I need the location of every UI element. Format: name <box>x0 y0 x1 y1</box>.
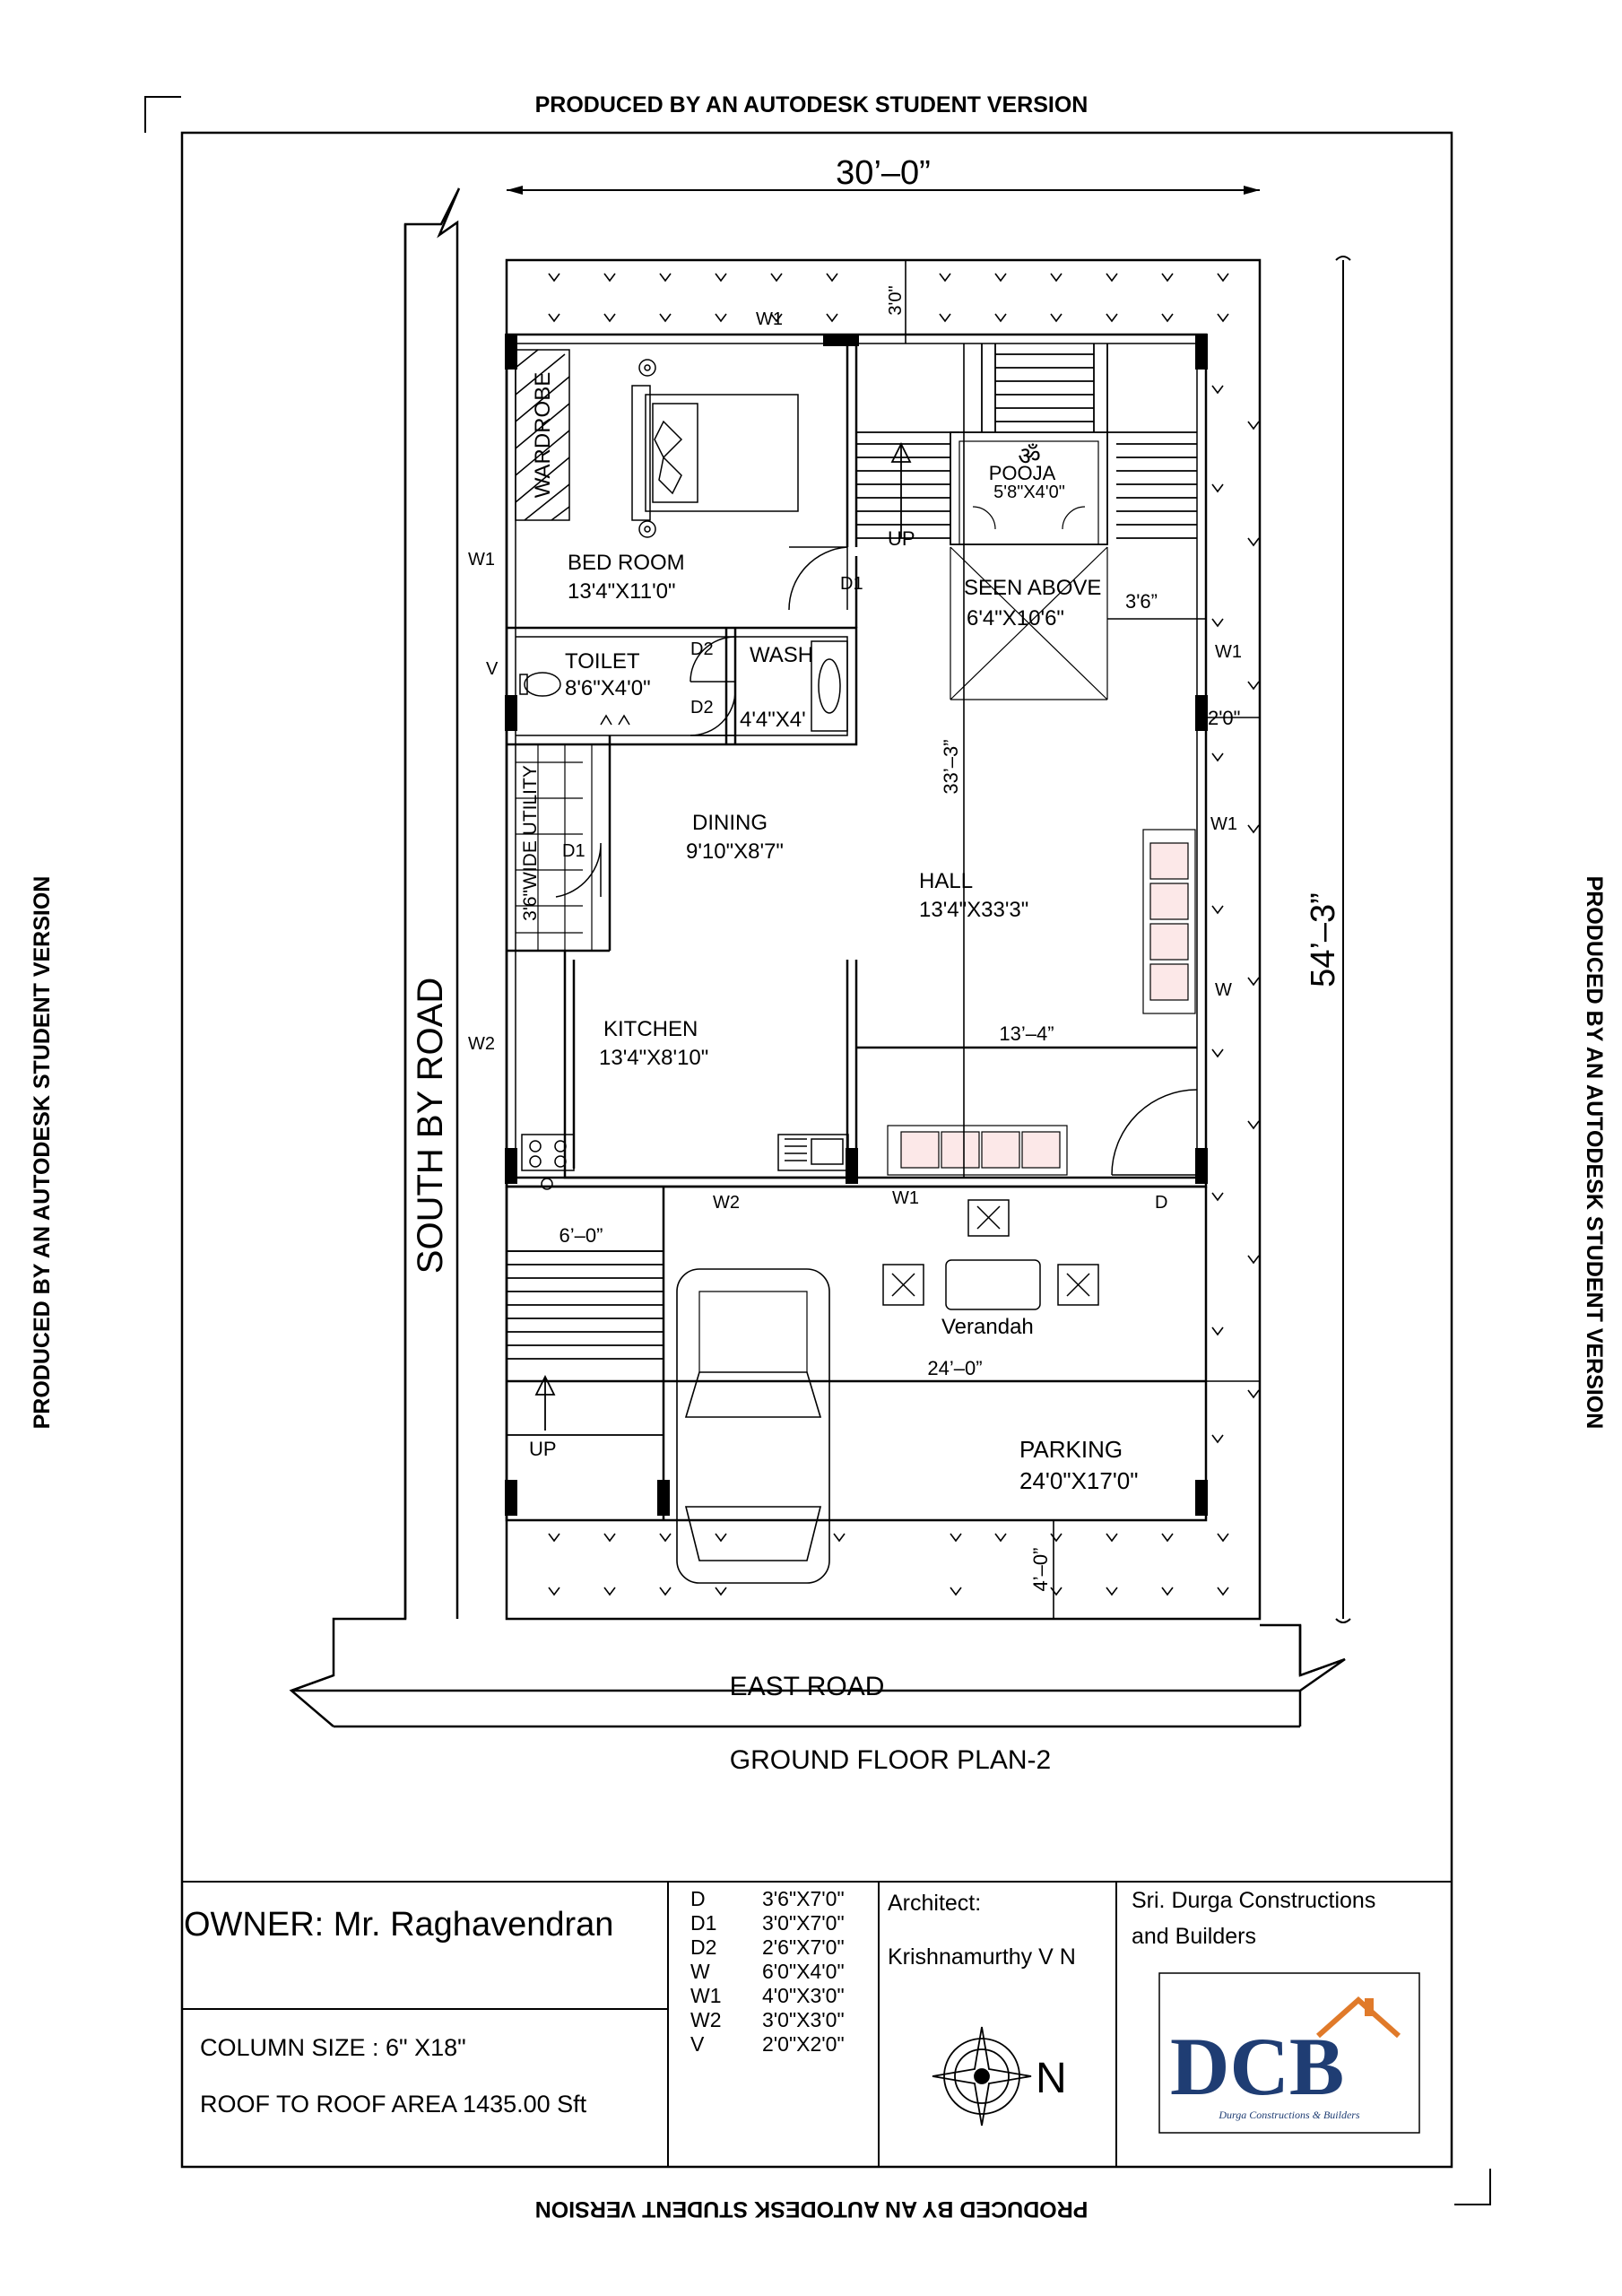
seen-above-name: SEEN ABOVE <box>964 576 1102 600</box>
schedule-size: 3'0"X3'0" <box>762 2008 845 2031</box>
verandah-name: Verandah <box>941 1315 1034 1339</box>
label-w2-left: W2 <box>468 1034 495 1054</box>
company-line2: and Builders <box>1132 1924 1256 1949</box>
wash-name: WASH <box>750 643 814 667</box>
label-d1-util: D1 <box>562 841 585 861</box>
toilet-size: 8'6"X4'0" <box>565 676 651 700</box>
svg-text:30’–0”: 30’–0” <box>836 154 931 192</box>
svg-text:54’–3”: 54’–3” <box>1305 892 1342 987</box>
hall-size: 13'4"X33'3" <box>919 898 1029 922</box>
utility-label: 3'6"WIDE UTILITY <box>520 765 541 921</box>
dim-top-setback: 3'0" <box>886 285 906 316</box>
label-w2-bottom: W2 <box>713 1193 740 1213</box>
bedroom-size: 13'4"X11'0" <box>568 579 676 604</box>
label-d2-b: D2 <box>690 698 714 718</box>
door-window-schedule <box>690 1887 845 2056</box>
bedroom-name: BED ROOM <box>568 551 685 575</box>
watermark-right: PRODUCED BY AN AUTODESK STUDENT VERSION <box>1582 875 1607 1430</box>
north-arrow-icon <box>932 2027 1031 2126</box>
dim-hall-width: 13’–4” <box>999 1022 1054 1045</box>
parking-name: PARKING <box>1019 1436 1123 1463</box>
column-size: COLUMN SIZE : 6" X18" <box>200 2034 466 2061</box>
dim-bottom-setback: 4’–0” <box>1029 1547 1052 1592</box>
dining-size: 9'10"X8'7" <box>686 839 784 864</box>
label-d2-a: D2 <box>690 639 714 659</box>
roof-area: ROOF TO ROOF AREA 1435.00 Sft <box>200 2091 587 2118</box>
label-w1-left: W1 <box>468 550 495 570</box>
main-staircase <box>856 344 1197 700</box>
watermark-bottom: PRODUCED BY AN AUTODESK STUDENT VERSION <box>534 2196 1089 2222</box>
schedule-code: D1 <box>690 1911 717 1935</box>
pooja-name: POOJA <box>988 462 1056 484</box>
schedule-size: 4'0"X3'0" <box>762 1984 845 2007</box>
schedule-size: 2'6"X7'0" <box>762 1935 845 1959</box>
label-w1-right-b: W1 <box>1210 814 1237 834</box>
doors <box>556 547 1197 1175</box>
svg-text:DCB: DCB <box>1170 2021 1345 2112</box>
east-road-label: EAST ROAD <box>729 1672 885 1701</box>
pooja-size: 5'8"X4'0" <box>993 483 1065 502</box>
wardrobe-label: WARDROBE <box>531 371 555 499</box>
label-w-right: W <box>1215 980 1232 1000</box>
overall-depth-dimension <box>1305 257 1350 1622</box>
schedule-code: W2 <box>690 2008 722 2031</box>
dim-verandah-width: 24’–0” <box>927 1357 983 1379</box>
company-logo <box>1170 1998 1399 2121</box>
schedule-size: 6'0"X4'0" <box>762 1960 845 1983</box>
schedule-code: V <box>690 2032 705 2056</box>
label-w1-bottom: W1 <box>892 1188 919 1208</box>
house-walls <box>507 335 1206 1520</box>
car <box>677 1269 829 1583</box>
seen-above-size: 6'4"X10'6" <box>967 606 1064 631</box>
label-w1-right-a: W1 <box>1215 642 1242 662</box>
label-up-bottom: UP <box>529 1438 557 1460</box>
label-d1-bed: D1 <box>840 574 863 594</box>
label-v: V <box>486 659 499 679</box>
hall-name: HALL <box>919 869 974 893</box>
dining-name: DINING <box>692 811 768 835</box>
bed <box>632 360 798 537</box>
dim-right-gap: 2'0" <box>1208 707 1241 729</box>
south-road-label: SOUTH BY ROAD <box>411 977 450 1274</box>
toilet-name: TOILET <box>565 649 640 674</box>
verandah-furniture <box>883 1200 1098 1309</box>
owner-name: OWNER: Mr. Raghavendran <box>184 1906 614 1944</box>
svg-text:Durga Constructions & Builders: Durga Constructions & Builders <box>1219 2109 1360 2121</box>
schedule-size: 3'0"X7'0" <box>762 1911 845 1935</box>
schedule-code: W <box>690 1960 710 1983</box>
kitchen-name: KITCHEN <box>603 1017 698 1041</box>
watermark-left: PRODUCED BY AN AUTODESK STUDENT VERSION <box>30 875 55 1430</box>
overall-width-dimension <box>507 154 1260 195</box>
parking-size: 24'0"X17'0" <box>1019 1467 1139 1494</box>
dim-stair-side: 3'6” <box>1125 590 1158 613</box>
schedule-code: D2 <box>690 1935 717 1959</box>
plan-title: GROUND FLOOR PLAN-2 <box>729 1745 1052 1775</box>
kitchen-size: 13'4"X8'10" <box>599 1046 709 1070</box>
schedule-code: D <box>690 1887 706 1910</box>
schedule-code: W1 <box>690 1984 722 2007</box>
sheet-border <box>182 133 1452 2167</box>
label-w1-top: W1 <box>756 309 783 329</box>
wash-size: 4'4"X4' <box>740 708 806 732</box>
schedule-size: 2'0"X2'0" <box>762 2032 845 2056</box>
label-d: D <box>1155 1193 1168 1213</box>
watermark-top: PRODUCED BY AN AUTODESK STUDENT VERSION <box>534 92 1089 117</box>
dim-stair-width: 6’–0” <box>559 1224 603 1247</box>
dim-hall-depth: 33’–3” <box>940 739 962 795</box>
entry-staircase <box>507 1251 664 1435</box>
schedule-size: 3'6"X7'0" <box>762 1887 845 1910</box>
kitchen-counter <box>522 1135 848 1189</box>
architect-name: Krishnamurthy V N <box>888 1944 1076 1970</box>
pooja-symbol: ॐ <box>1018 442 1041 470</box>
architect-label: Architect: <box>888 1891 982 1916</box>
north-label: N <box>1036 2055 1067 2102</box>
company-line1: Sri. Durga Constructions <box>1132 1888 1376 1913</box>
label-up-top: UP <box>888 527 915 550</box>
